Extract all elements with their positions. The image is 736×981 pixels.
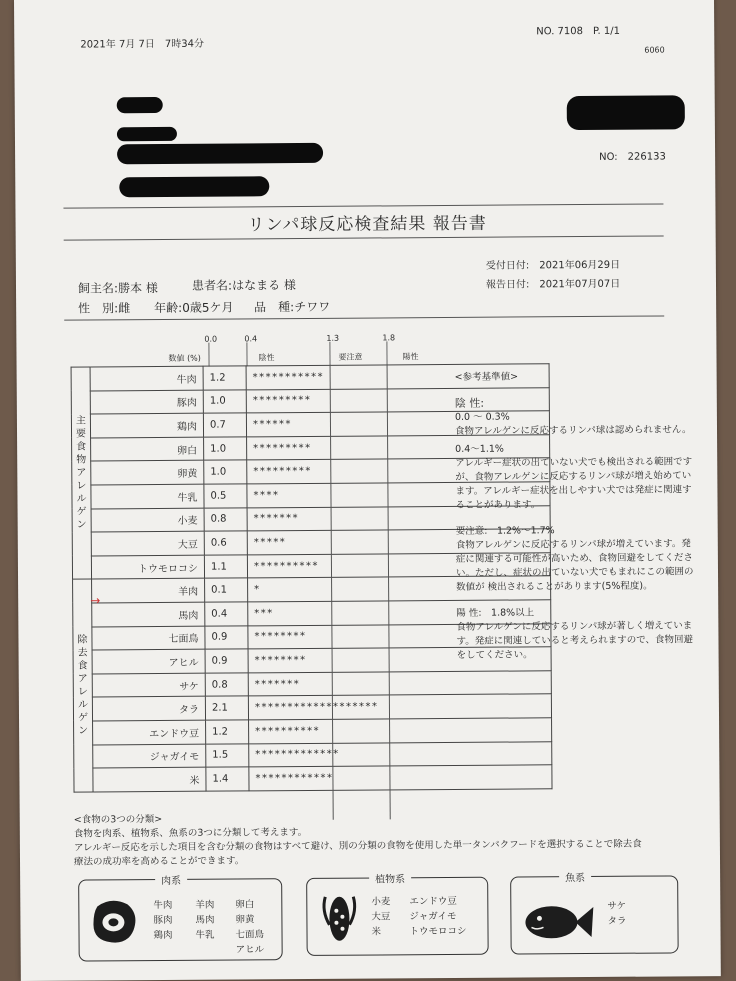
- allergen-stars: *********: [247, 435, 550, 461]
- food-item: 卵黄: [235, 914, 255, 926]
- reported-date: 報告日付: 2021年07月07日: [485, 278, 621, 291]
- tick-label: 0.0: [204, 334, 218, 344]
- allergen-value: 0.8: [204, 507, 247, 531]
- plant-group-title: 植物系: [369, 870, 411, 885]
- positive-text: 食物アレルゲンに反応するリンパ球が著しく増えています。発症に関連していると考えられますので、食物回避をしてください。: [456, 620, 694, 661]
- allergen-stars: *********: [247, 458, 550, 484]
- allergen-stars: *************: [249, 741, 552, 767]
- classification-title: <食物の3つの分類>: [73, 813, 163, 826]
- document-number: NO. 7108 P. 1/1: [536, 25, 620, 38]
- allergen-value: 0.5: [204, 484, 247, 508]
- allergen-name: サケ: [92, 673, 205, 697]
- food-item: 牛乳: [195, 929, 215, 941]
- allergen-name: 米: [93, 767, 206, 791]
- allergen-name: 牛肉: [90, 366, 203, 390]
- print-date: 2021年 7月 7日 7時34分: [80, 38, 204, 51]
- owner-name: 飼主名:勝本 様: [77, 281, 158, 296]
- divider: [63, 203, 663, 208]
- food-item: サケ: [607, 900, 627, 912]
- allergen-name: 鶏肉: [90, 413, 203, 437]
- food-item: 小麦: [371, 896, 391, 908]
- allergen-stars: *********: [246, 387, 549, 413]
- allergen-name: タラ: [92, 696, 205, 720]
- allergen-value: 0.9: [205, 649, 248, 673]
- reference-panel: [455, 369, 697, 663]
- plant-column: [409, 894, 466, 939]
- allergen-name: ジャガイモ: [93, 744, 206, 768]
- allergen-stars: ********: [248, 647, 551, 673]
- value-column-header: 数値 (%): [168, 353, 201, 363]
- allergen-name: トウモロコシ: [91, 555, 204, 579]
- classification-line: 食物を肉系、植物系、魚系の3つに分類して考えます。: [73, 826, 308, 840]
- report-paper: [14, 0, 721, 981]
- scale-tick: [208, 343, 209, 367]
- allergen-value: 0.9: [205, 625, 248, 649]
- redaction-bar: [119, 176, 269, 197]
- corn-icon: [317, 889, 361, 949]
- scale-tick: [329, 342, 330, 366]
- allergen-value: 1.4: [206, 767, 249, 791]
- food-item: 豚肉: [153, 914, 173, 927]
- meat-group-title: 肉系: [155, 872, 187, 887]
- divider: [64, 315, 664, 320]
- negative-range-1: 0.0 〜 0.3%: [454, 411, 510, 423]
- meat-steak-icon: [89, 896, 139, 946]
- allergen-stars: ***: [248, 600, 551, 626]
- group-label-main: 主 要 食 物 ア レ ル ゲ ン: [71, 367, 91, 579]
- allergen-name: 羊肉: [92, 579, 205, 603]
- allergen-value: 0.6: [204, 531, 247, 555]
- food-item: 大豆: [371, 911, 391, 923]
- food-item: アヒル: [235, 944, 265, 956]
- food-item: タラ: [607, 915, 627, 927]
- fish-group-title: 魚系: [559, 869, 591, 884]
- reference-title: <参考基準値>: [454, 371, 519, 383]
- allergen-stars: ******: [246, 411, 549, 437]
- fish-group-box: [510, 875, 679, 954]
- allergen-value: 0.8: [205, 673, 248, 697]
- table-row: [74, 765, 552, 792]
- allergen-name: 卵白: [91, 437, 204, 461]
- patient-breed: 品 種:チワワ: [254, 299, 331, 315]
- highlight-arrow-icon: →: [90, 593, 101, 608]
- redaction-bar: [567, 95, 685, 130]
- allergen-stars: **********: [249, 718, 552, 744]
- food-item: 米: [371, 926, 382, 938]
- fish-column: [607, 899, 626, 929]
- patient-sex: 性 別:雌: [78, 301, 131, 316]
- negative-text-1: 食物アレルゲンに反応するリンパ球は認められません。: [454, 424, 692, 437]
- allergen-stars: *******************: [248, 694, 551, 720]
- allergen-value: 0.7: [203, 413, 246, 437]
- meat-column: [153, 898, 172, 943]
- meat-column: [235, 897, 264, 957]
- allergen-stars: *: [248, 576, 551, 602]
- allergen-name: アヒル: [92, 649, 205, 673]
- allergen-name: 豚肉: [90, 390, 203, 414]
- classification-line: アレルギー反応を示した項目を含む分類の食物はすべて避け、別の分類の食物を使用した単一タンパクフードを選択することで除去食: [73, 838, 642, 854]
- negative-title: 陰 性:: [454, 396, 485, 410]
- allergen-stars: **********: [247, 553, 550, 579]
- document-code: 6060: [644, 45, 665, 55]
- food-item: 鶏肉: [153, 929, 173, 942]
- classification-line: 療法の成功率を高めることができます。: [73, 855, 245, 868]
- negative-text-2: アレルギー症状の出ていない犬でも検出される範囲ですが、食物アレルゲンに反応するリンパ球が増え始めています。アレルギー症状を出しやすい犬では発症に関連することがあります。: [455, 456, 693, 511]
- caution-title: 要注意: 1.2%〜1.7%: [455, 525, 555, 537]
- positive-title: 陽 性: 1.8%以上: [456, 607, 535, 619]
- allergen-name: 卵黄: [91, 461, 204, 485]
- allergen-value: 1.0: [204, 460, 247, 484]
- food-item: ジャガイモ: [409, 910, 457, 923]
- allergen-name: 七面鳥: [92, 626, 205, 650]
- food-item: エンドウ豆: [409, 895, 457, 908]
- redaction-bar: [117, 127, 177, 141]
- table-row: [74, 741, 552, 768]
- food-item: 卵白: [235, 899, 255, 911]
- food-item: 羊肉: [195, 899, 215, 911]
- allergen-stars: ***********: [246, 364, 549, 390]
- classification-section: [74, 809, 694, 869]
- divider: [64, 235, 664, 240]
- zone-positive: 陽性: [402, 352, 419, 362]
- allergen-stars: *******: [247, 505, 550, 531]
- allergen-name: エンドウ豆: [93, 720, 206, 744]
- allergen-stars: ********: [248, 623, 551, 649]
- allergen-name: 大豆: [91, 531, 204, 555]
- zone-caution: 要注意: [338, 352, 363, 362]
- allergen-value: 1.1: [204, 555, 247, 579]
- tick-label: 1.3: [326, 333, 340, 343]
- plant-column: [371, 894, 390, 939]
- caution-text: 食物アレルゲンに反応するリンパ球が増えています。発症に関連する可能性が高いため、食物回避をしてください。ただし、症状の出ていない犬でもまれにこの範囲の数値が 検出されることがあります(5%程度)。: [455, 538, 694, 593]
- redaction-bar: [117, 143, 323, 164]
- allergen-value: 1.0: [204, 437, 247, 461]
- allergen-stars: *******: [248, 670, 551, 696]
- redaction-bar: [117, 97, 163, 113]
- tick-label: 0.4: [244, 334, 258, 344]
- allergen-name: 牛乳: [91, 484, 204, 508]
- patient-number: NO: 226133: [599, 151, 666, 163]
- fish-icon: [519, 899, 595, 946]
- table-row: [73, 694, 551, 721]
- allergen-value: 2.1: [205, 696, 248, 720]
- allergen-stars: *****: [247, 529, 550, 555]
- allergen-stars: ************: [249, 765, 552, 791]
- plant-group-box: [306, 874, 489, 956]
- meat-column: [195, 898, 214, 943]
- scale-tick: [246, 342, 247, 366]
- allergen-value: 0.1: [205, 578, 248, 602]
- allergen-value: 1.5: [206, 743, 249, 767]
- report-title: リンパ球反応検査結果 報告書: [247, 213, 487, 236]
- allergen-name: 小麦: [91, 508, 204, 532]
- patient-name: 患者名:はなまる 様: [191, 278, 296, 293]
- patient-age: 年齢:0歳5ケ月: [154, 300, 234, 316]
- tick-label: 1.8: [382, 333, 396, 343]
- group-label-elimination: 除 去 食 ア レ ル ゲ ン: [73, 579, 93, 791]
- table-row: [74, 718, 552, 745]
- food-item: トウモロコシ: [409, 925, 467, 938]
- food-item: 七面鳥: [235, 929, 265, 941]
- food-item: 牛肉: [153, 899, 173, 912]
- allergen-value: 0.4: [205, 602, 248, 626]
- allergen-value: 1.2: [206, 720, 249, 744]
- allergen-name: 馬肉: [92, 602, 205, 626]
- table-row: [73, 670, 551, 697]
- allergen-value: 1.2: [203, 366, 246, 390]
- allergen-stars: ****: [247, 482, 550, 508]
- zone-negative: 陰性: [258, 353, 275, 363]
- negative-range-2: 0.4〜1.1%: [455, 443, 504, 455]
- food-item: 馬肉: [195, 914, 215, 926]
- received-date: 受付日付: 2021年06月29日: [485, 259, 621, 272]
- scale-tick: [386, 341, 387, 365]
- allergen-value: 1.0: [203, 389, 246, 413]
- meat-group-box: [78, 875, 283, 961]
